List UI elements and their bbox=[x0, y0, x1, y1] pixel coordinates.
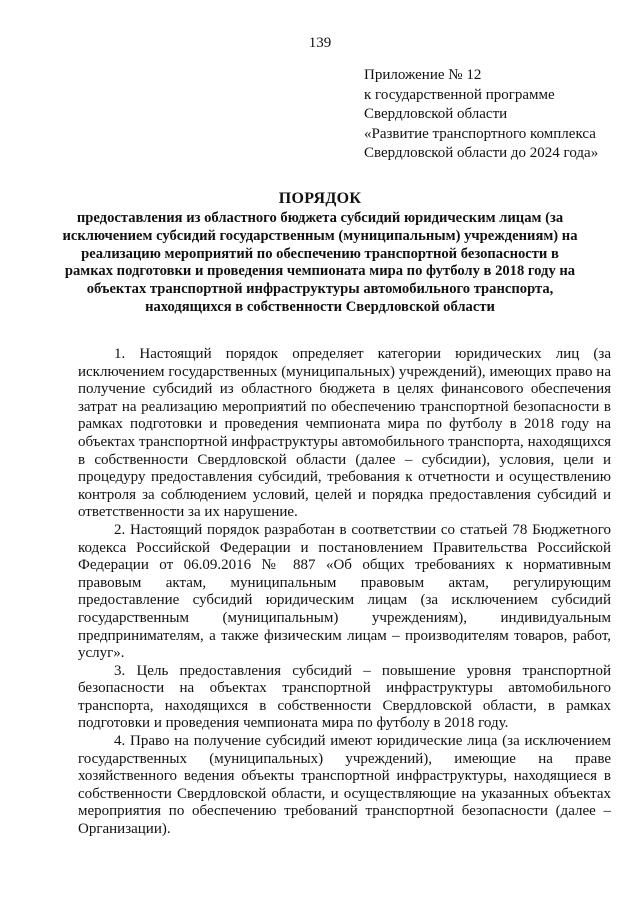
appendix-line: к государственной программе bbox=[364, 86, 555, 103]
paragraph-1: 1. Настоящий порядок определяет категории юридических лиц (за исключением государственных (муниципальных) учреждений), имеющих право на получение субсидий из областного бюджета в целях финансового обеспечения затрат на реализацию мероприятий по обеспечению транспортной безопасности в рамках подготовки и проведения чемпионата мира по футболу в 2018 году на объектах транспортной инфраструктуры автомобильного транспорта, находящихся в собственности Свердловской области (далее – субсидии), условия, цели и процедуру предоставления субсидий, требования к отчетности и осуществлению контроля за соблюдением условий, целей и порядка предоставления субсидий и ответственности за их нарушение. bbox=[78, 346, 611, 521]
document-subtitle: предоставления из областного бюджета субсидий юридическим лицам (за исключением субсидий государственным (муниципальным) учреждениям) на реализацию мероприятий по обеспечению транспортной безопасности в рамках подготовки и проведения чемпионата мира по футболу в 2018 году на объектах транспортной инфраструктуры автомобильного транспорта, находящихся в собственности Свердловской области bbox=[62, 210, 578, 315]
appendix-block bbox=[364, 66, 626, 164]
document-title: ПОРЯДОК bbox=[278, 190, 362, 207]
appendix-line: Свердловской области до 2024 года» bbox=[364, 145, 599, 161]
document-body bbox=[78, 346, 611, 839]
paragraph-2: 2. Настоящий порядок разработан в соответствии со статьей 78 Бюджетного кодекса Российской Федерации и постановлением Правительства Российской Федерации от 06.09.2016 № 887 «Об общих требованиях к нормативным правовым актам, муниципальным правовым актам, регулирующим предоставление субсидий юридическим лицам (за исключением субсидий государственным (муниципальным) учреждениям), индивидуальным предпринимателям, а также физическим лицам – производителям товаров, работ, услуг». bbox=[78, 521, 611, 662]
page-number: 139 bbox=[308, 35, 332, 51]
paragraph-4: 4. Право на получение субсидий имеют юридические лица (за исключением государственных (муниципальных) учреждений), имеющие на праве хозяйственного ведения объекты транспортной инфраструктуры, находящиеся в собственности Свердловской области, и осуществляющие на указанных объектах мероприятия по обеспечению требований транспортной безопасности (далее – Организации). bbox=[78, 733, 611, 838]
appendix-line: Приложение № 12 bbox=[364, 67, 482, 83]
paragraph-3: 3. Цель предоставления субсидий – повышение уровня транспортной безопасности на объектах транспортной инфраструктуры автомобильного транспорта, находящихся в собственности Свердловской области, в рамках подготовки и проведения чемпионата мира по футболу в 2018 году. bbox=[78, 662, 611, 732]
appendix-line: Свердловской области bbox=[364, 106, 508, 122]
appendix-line: «Развитие транспортного комплекса bbox=[364, 125, 596, 142]
